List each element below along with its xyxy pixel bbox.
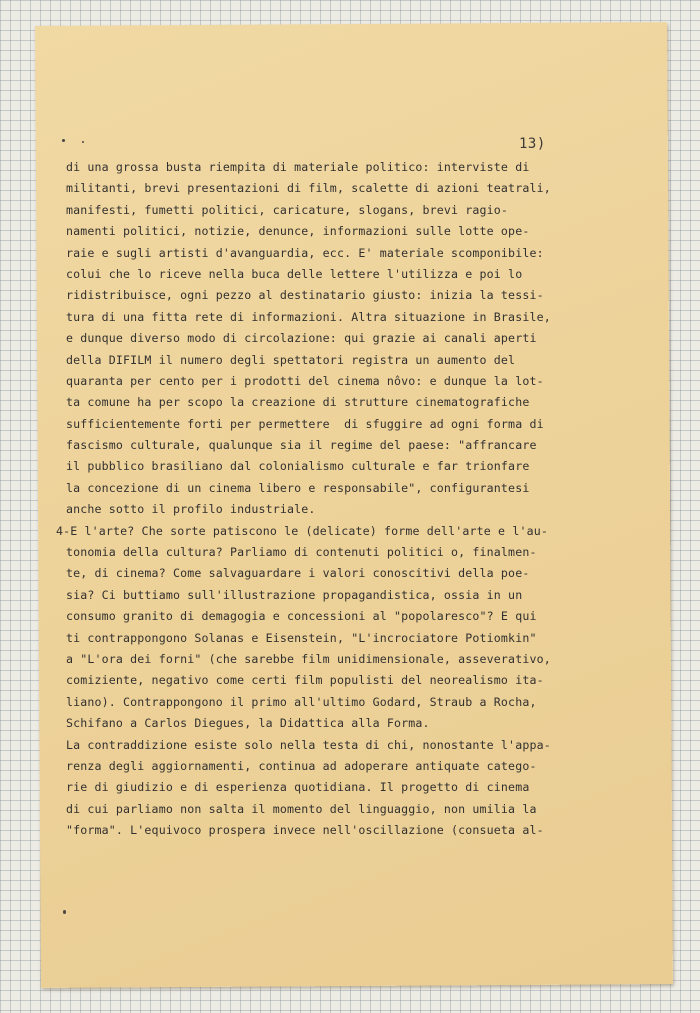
text-line: ridistribuisce, ogni pezzo al destinatario giusto: inizia la tessi- [66, 288, 544, 303]
text-line: fascismo culturale, qualunque sia il regime del paese: "affrancare [66, 438, 537, 453]
text-line: renza degli aggiornamenti, continua ad adoperare antiquate catego- [66, 758, 537, 773]
text-line: manifesti, fumetti politici, caricature, slogans, brevi ragio- [66, 202, 509, 217]
text-line: a "L'ora dei forni" (che sarebbe film unidimensionale, asseverativo, [66, 651, 551, 666]
page-number: 13) [519, 136, 546, 152]
text-line: militanti, brevi presentazioni di film, scalette di azioni teatrali, [66, 181, 551, 196]
ink-speck [62, 139, 65, 142]
ink-speck [63, 910, 66, 914]
ink-speck [82, 141, 84, 143]
text-line: La contraddizione esiste solo nella testa di chi, nonostante l'appa- [66, 737, 551, 752]
text-line: ta comune ha per scopo la creazione di strutture cinematografiche [66, 395, 530, 410]
text-line: di cui parliamo non salta il momento del linguaggio, non umilia la [66, 801, 537, 816]
text-line: anche sotto il profilo industriale. [66, 502, 316, 517]
text-line: quaranta per cento per i prodotti del cinema nôvo: e dunque la lot- [66, 373, 544, 388]
text-line: della DIFILM il numero degli spettatori registra un aumento del [66, 352, 516, 367]
text-line: ti contrappongono Solanas e Eisenstein, "L'incrociatore Potiomkin" [66, 630, 537, 645]
text-line: Schifano a Carlos Diegues, la Didattica alla Forma. [66, 716, 430, 731]
text-line: e dunque diverso modo di circolazione: qui grazie ai canali aperti [66, 331, 537, 346]
text-line: tonomia della cultura? Parliamo di contenuti politici o, finalmen- [66, 545, 537, 560]
text-line: rie di giudizio e di esperienza quotidiana. Il progetto di cinema [66, 780, 530, 795]
text-line: colui che lo riceve nella buca delle lettere l'utilizza e poi lo [66, 266, 523, 281]
text-line: tura di una fitta rete di informazioni. Altra situazione in Brasile, [66, 309, 551, 324]
typewritten-text [56, 157, 656, 842]
text-line: te, di cinema? Come salvaguardare i valori conoscitivi della poe- [66, 566, 530, 581]
text-line: consumo granito di demagogia e concessioni al "popolaresco"? E qui [66, 609, 537, 624]
text-line: 4-E l'arte? Che sorte patiscono le (delicate) forme dell'arte e l'au- [56, 523, 548, 538]
text-line: la concezione di un cinema libero e responsabile", configurantesi [66, 480, 530, 495]
text-line: liano). Contrappongono il primo all'ultimo Godard, Straub a Rocha, [66, 694, 537, 709]
text-line: sufficientemente forti per permettere di sfuggire ad ogni forma di [66, 416, 544, 431]
text-line: namenti politici, notizie, denunce, informazioni sulle lotte ope- [66, 224, 530, 239]
text-line: il pubblico brasiliano dal colonialismo culturale e far trionfare [66, 459, 530, 474]
text-line: "forma". L'equivoco prospera invece nell'oscillazione (consueta al- [66, 823, 544, 838]
text-line: raie e sugli artisti d'avanguardia, ecc. E' materiale scomponibile: [66, 245, 544, 260]
text-line: di una grossa busta riempita di materiale politico: interviste di [66, 160, 530, 174]
text-line: sia? Ci buttiamo sull'illustrazione propagandistica, ossia in un [66, 587, 523, 602]
text-line: comiziente, negativo come certi film populisti del neorealismo ita- [66, 673, 544, 688]
